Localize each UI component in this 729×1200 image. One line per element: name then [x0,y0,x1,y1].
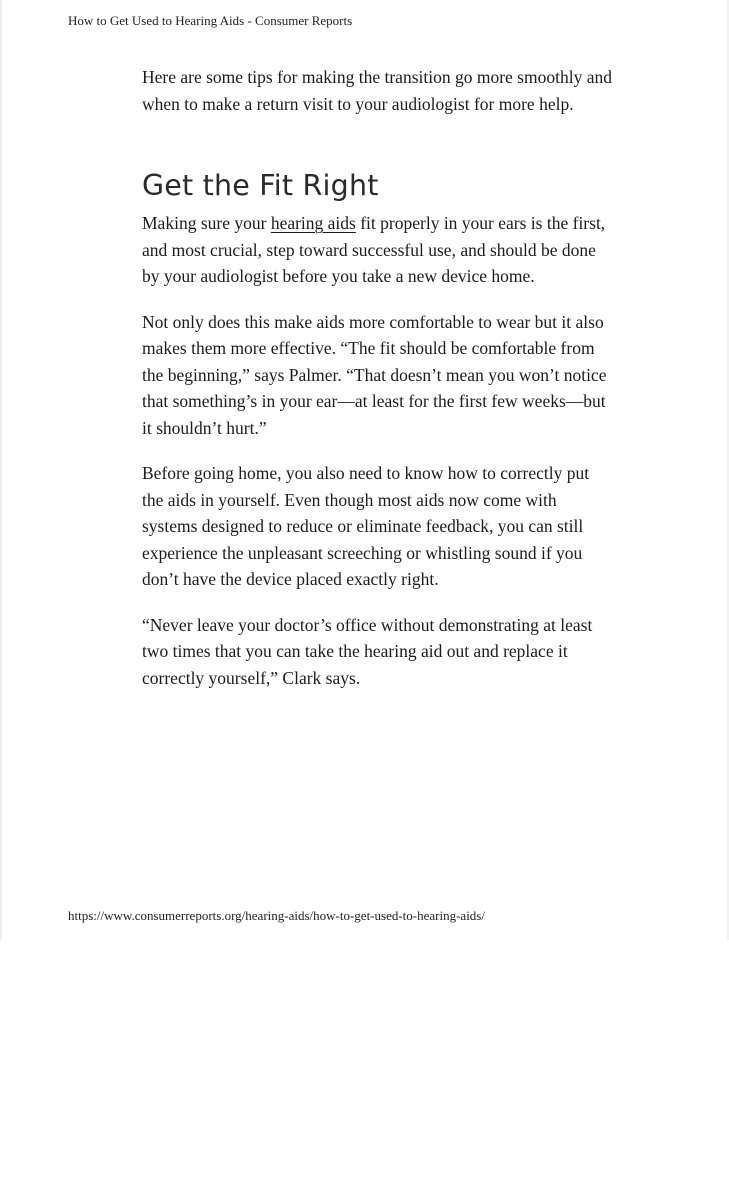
fit-paragraph-2: Not only does this make aids more comfortable to wear but it also makes them more effective. “The fit should be comfortable from the beginning,” says Palmer. “That doesn’t mean you won’t notice that something’s in your ear—at least for the first few weeks—but it shouldn’t hurt.” [142,311,607,438]
fit-paragraph-1-rest: fit properly in your ears is the first, and most crucial, step toward successful use, and should be done by your audiologist before you take a new device home. [142,213,606,286]
scan-edge-left [0,0,2,940]
section-heading: Get the Fit Right [142,169,379,202]
fit-paragraph-4: “Never leave your doctor’s office without demonstrating at least two times that you can take the hearing aid out and replace it correctly yourself,” Clark says. [142,614,593,688]
fit-paragraph-1 [142,210,612,290]
fit-paragraph-3: Before going home, you also need to know how to correctly put the aids in yourself. Even though most aids now come with systems designed to reduce or eliminate feedback, you can still experience the unpleasant screeching or whistling sound if you don’t have the device placed exactly right. [142,463,590,589]
print-header-title: How to Get Used to Hearing Aids - Consumer Reports [68,13,353,28]
print-footer-url: https://www.consumerreports.org/hearing-aids/how-to-get-used-to-hearing-aids/ [68,908,485,923]
intro-paragraph: Here are some tips for making the transition go more smoothly and when to make a return visit to your audiologist for more help. [142,67,612,114]
hearing-aids-link[interactable]: hearing aids [270,213,356,233]
fit-paragraph-1-lead: Making sure your [142,213,271,233]
article-body [142,64,612,691]
